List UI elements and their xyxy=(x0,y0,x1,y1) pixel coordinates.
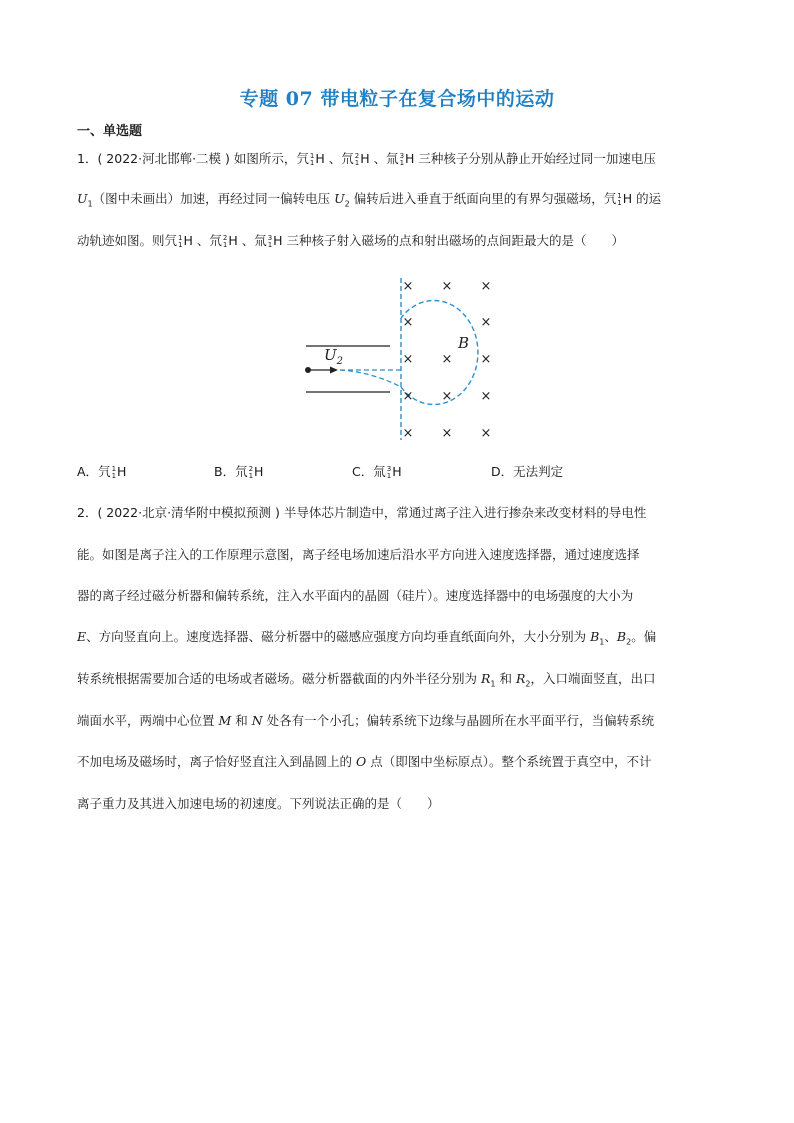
b-label: B xyxy=(458,334,470,352)
field-cross: × xyxy=(480,279,492,294)
isotope-deuterium: 2 1 xyxy=(354,151,360,167)
field-cross: × xyxy=(402,426,414,441)
isotope-deuterium: 2 1 xyxy=(222,233,228,249)
q2-line-5: 转系统根据需要加合适的电场或者磁场。磁分析器截面的内外半径分别为 $R_1$ 和 $R_2$，入口端面竖直，出口 xyxy=(77,671,656,689)
arrow-head xyxy=(330,367,338,374)
isotope-tritium: 3 1 xyxy=(399,151,405,167)
q1-line-3: 动轨迹如图。则氕 1 1 H 、氘 2 1 H 、氚 3 1 H 三种核子射入磁场的点和射出磁场的点间距最大的是（ ） xyxy=(77,233,625,249)
section-heading: 一、单选题 xyxy=(77,124,143,139)
q2-line-4: E、方向竖直向上。速度选择器、磁分析器中的磁感应强度方向均垂直纸面向外，大小分别为 $B_1$、$B_2$。偏 xyxy=(77,629,657,647)
q1-line-2: $U_1$（图中未画出）加速，再经过同一偏转电压 $U_2$ 偏转后进入垂直于纸面向里的有界匀强磁场，氕 1 1 H 的运 xyxy=(77,191,662,209)
symbol-r2: R xyxy=(515,671,526,686)
field-cross: × xyxy=(480,389,492,404)
field-cross: × xyxy=(402,352,414,367)
q2-line-7: 不加电场及磁场时，离子恰好竖直注入到晶圆上的 O 点（即图中坐标原点）。整个系统置于真空中，不计 xyxy=(77,754,652,769)
symbol-m: M xyxy=(218,713,232,728)
symbol-u2: U xyxy=(334,191,345,206)
isotope-protium: 1 1 xyxy=(309,151,315,167)
symbol-e: E xyxy=(77,629,87,644)
q1-text: 1．( 2022·河北邯郸·二模 ) 如图所示，氕 xyxy=(77,151,309,166)
q1-text: H 、氚 xyxy=(360,151,399,166)
q2-line-2: 能。如图是离子注入的工作原理示意图，离子经电场加速后沿水平方向进入速度选择器，通过速度选择 xyxy=(77,547,640,562)
q2-line-1: 2．( 2022·北京·清华附中模拟预测 ) 半导体芯片制造中，常通过离子注入进行掺杂来改变材料的导电性 xyxy=(77,505,647,520)
symbol-b1: B xyxy=(590,629,600,644)
option-d[interactable]: D．无法判定 xyxy=(491,464,564,479)
symbol-r1: R xyxy=(480,671,491,686)
symbol-n: N xyxy=(251,713,263,728)
q2-line-3: 器的离子经过磁分析器和偏转系统，注入水平面内的晶圆（硅片）。速度选择器中的电场强度的大小为 xyxy=(77,588,634,603)
isotope-protium: 1 1 xyxy=(617,191,622,207)
field-cross: × xyxy=(441,352,453,367)
option-a[interactable]: A．氕 1 1 H xyxy=(77,464,127,480)
symbol-b2: B xyxy=(616,629,627,644)
q2-line-8: 离子重力及其进入加速电场的初速度。下列说法正确的是（ ） xyxy=(77,796,440,811)
field-cross: × xyxy=(441,279,453,294)
isotope-tritium: 3 1 xyxy=(267,233,273,249)
symbol-o: O xyxy=(355,754,367,769)
isotope-protium: 1 1 xyxy=(178,233,183,249)
field-cross: × xyxy=(480,352,492,367)
deflection-trajectory xyxy=(340,370,401,387)
field-cross: × xyxy=(402,279,414,294)
field-cross: × xyxy=(402,389,414,404)
option-c[interactable]: C．氚 3 1 H xyxy=(352,464,402,480)
field-cross: × xyxy=(480,315,492,330)
field-cross: × xyxy=(441,426,453,441)
field-cross: × xyxy=(480,426,492,441)
q2-line-6: 端面水平，两端中心位置 M 和 N 处各有一个小孔；偏转系统下边缘与晶圆所在水平面平行，当偏转系统 xyxy=(77,713,655,728)
q1-text: H 、氘 xyxy=(315,151,354,166)
q1-text: H 三种核子分别从静止开始经过同一加速电压 xyxy=(405,151,656,166)
option-b[interactable]: B．氘 2 1 H xyxy=(214,464,264,480)
field-cross: × xyxy=(441,389,453,404)
symbol-u1: U xyxy=(77,191,88,206)
u2-label: $U_2$ xyxy=(324,346,344,367)
field-cross: × xyxy=(402,315,414,330)
page-title: 专题 07 带电粒子在复合场中的运动 xyxy=(239,88,555,110)
